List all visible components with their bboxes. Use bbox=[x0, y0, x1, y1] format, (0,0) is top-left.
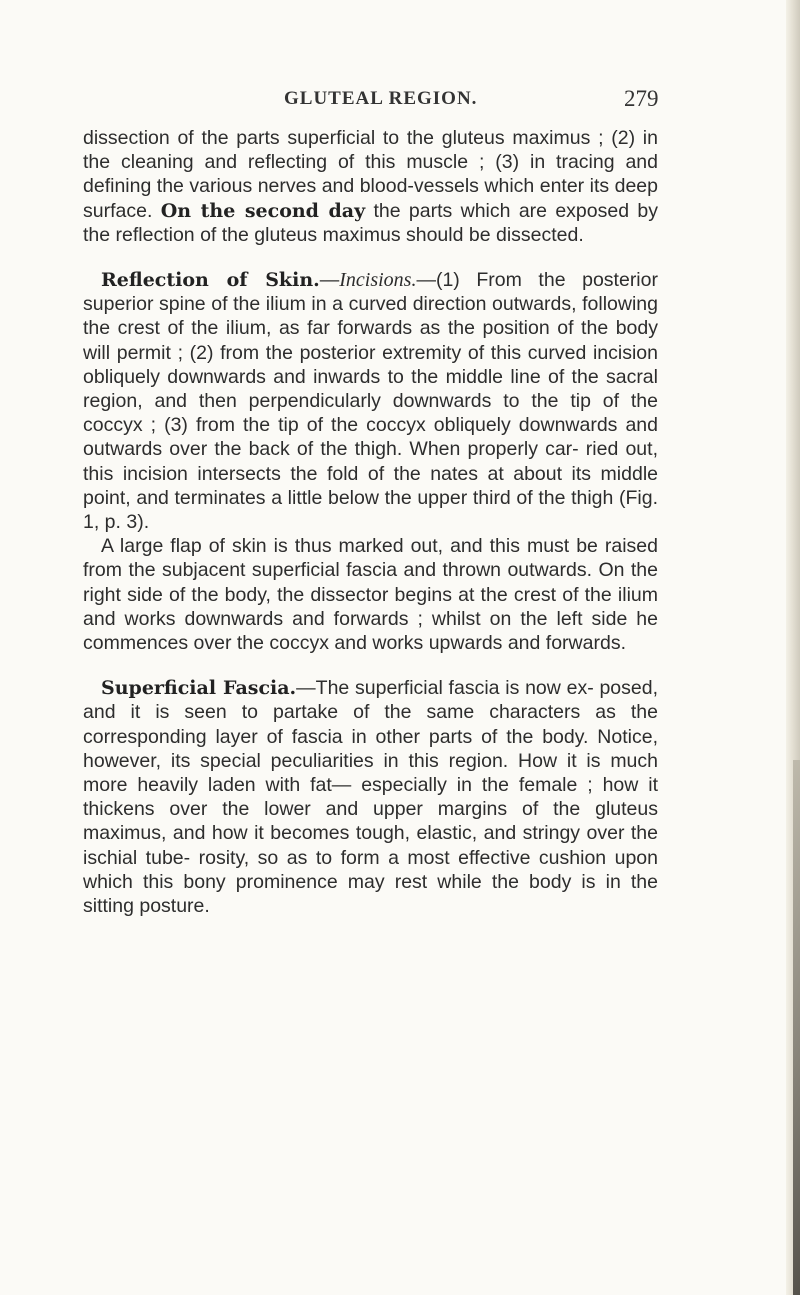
subheading-incisions: Incisions. bbox=[339, 269, 417, 292]
paragraph-reflection-of-skin bbox=[83, 268, 658, 534]
paragraph-text: —The superficial fascia is now ex- posed, and it is seen to partake of the same characters as the corresponding layer of fascia in other parts of the body. Notice, however, its special peculiarities in this region. How it is much more heavily laden with fat— especially in the female ; how it thickens over the lower and upper margins of the gluteus maximus, and how it becomes tough, elastic, and stringy over the ischial tube- rosity, so as to form a most effective cushion upon which this bony prominence may rest while the body is in the sitting posture. bbox=[83, 677, 658, 918]
running-head bbox=[0, 88, 800, 116]
paragraph-dissection-continued bbox=[83, 126, 658, 247]
section-heading-superficial-fascia: Superficial Fascia. bbox=[101, 677, 297, 700]
body-text bbox=[83, 126, 658, 918]
running-head-title: GLUTEAL REGION. bbox=[284, 88, 478, 109]
page-edge-binding bbox=[793, 760, 800, 1295]
page-number: 279 bbox=[624, 86, 659, 111]
paragraph-skin-flap bbox=[83, 534, 658, 655]
section-heading-reflection-of-skin: Reflection of Skin. bbox=[101, 269, 320, 292]
paragraph-text: dissection of the parts superficial to the gluteus maximus ; (2) in the cleaning and reflecting of this muscle ; (3) in tracing and defining the various nerves and blood-vessels which enter its deep surface. bbox=[83, 127, 658, 222]
paragraph-text: the parts which are exposed by the reflection of the gluteus maximus should be dissected. bbox=[83, 199, 658, 246]
second-day-emphasis: On the second day bbox=[160, 199, 366, 222]
paragraph-superficial-fascia bbox=[83, 676, 658, 918]
heading-dash: — bbox=[319, 269, 340, 292]
paragraph-text: A large flap of skin is thus marked out, and this must be raised from the subjacent superficial fascia and thrown outwards. On the right side of the body, the dissector begins at the crest of the ilium and works downwards and forwards ; whilst on the left side he commences over the coccyx and works upwards and forwards. bbox=[83, 535, 658, 655]
paragraph-text: —(1) From the posterior superior spine of the ilium in a curved direction outwards, following the crest of the ilium, as far forwards as the position of the body will permit ; (2) from the posterior extremity of this curved incision obliquely downwards and inwards to the middle line of the sacral region, and then perpendicularly downwards to the tip of the coccyx ; (3) from the tip of the coccyx obliquely downwards and outwards over the back of the thigh. When properly car- ried out, this incision intersects the fold of the nates at about its middle point, and terminates a little below the upper third of the thigh (Fig. 1, p. 3). bbox=[83, 269, 658, 534]
